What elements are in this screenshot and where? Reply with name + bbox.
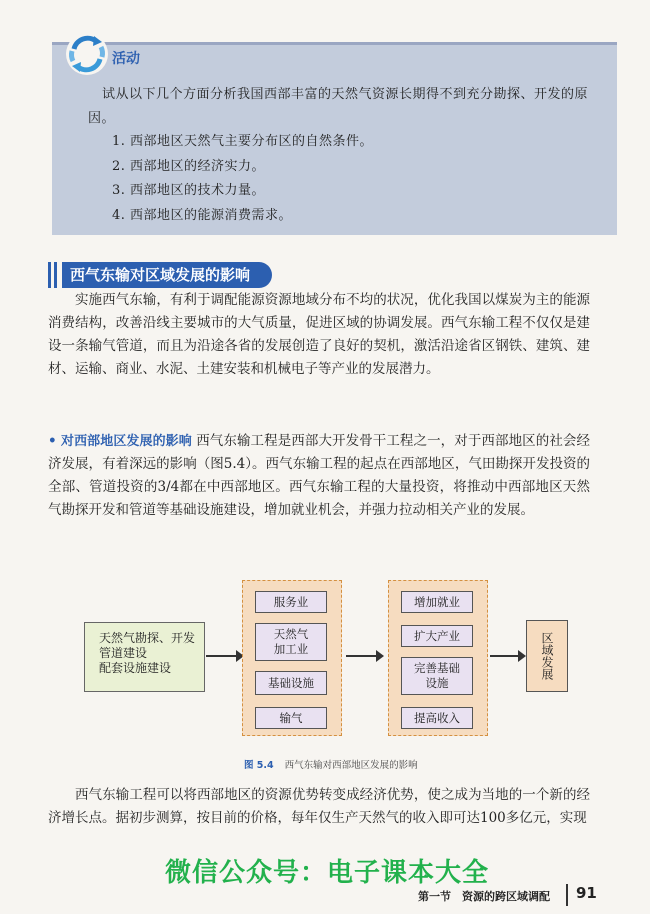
diagram-outcomes-group — [388, 580, 488, 736]
bullet-heading: 对西部地区发展的影响 — [61, 434, 192, 449]
activity-title: 活动 — [112, 51, 140, 67]
effect-box: 服务业 — [255, 591, 327, 613]
source-line: 配套设施建设 — [99, 661, 172, 675]
figure-number: 图 5.4 — [244, 760, 274, 771]
paragraph-west-impact — [48, 430, 590, 522]
diagram-result-box: 区域发展 — [526, 620, 568, 692]
outcome-box: 扩大产业 — [401, 625, 473, 647]
paragraph-intro: 实施西气东输，有利于调配能源资源地域分布不均的状况，优化我国以煤炭为主的能源消费结构，改善沿线主要城市的大气质量，促进区域的协调发展。西气东输工程不仅仅是建设一条输气管道，而且为沿途各省的发展创造了良好的契机，激活沿途省区钢铁、建筑、建材、运输、商业、水泥、土建安装和机械电子等产业的发展潜力。 — [48, 292, 590, 377]
source-line: 管道建设 — [99, 646, 148, 660]
diagram-source-box — [84, 622, 205, 692]
effect-box: 输气 — [255, 707, 327, 729]
activity-item: 4. 西部地区的能源消费需求。 — [112, 207, 293, 223]
activity-box — [52, 42, 617, 235]
effect-box: 基础设施 — [255, 671, 327, 695]
activity-list — [112, 130, 373, 228]
header-bar-decoration — [54, 262, 57, 288]
outcome-box: 完善基础设施 — [401, 657, 473, 695]
activity-item: 3. 西部地区的技术力量。 — [112, 183, 266, 198]
paragraph-economic: 西气东输工程可以将西部地区的资源优势转变成经济优势，使之成为当地的一个新的经济增长点。据初步测算，按目前的价格，每年仅生产天然气的收入即可达100多亿元，实现 — [48, 787, 590, 826]
section-header — [48, 262, 318, 288]
activity-item: 1. 西部地区天然气主要分布区的自然条件。 — [112, 134, 374, 149]
activity-item: 2. 西部地区的经济实力。 — [112, 158, 266, 174]
paragraph-body: 西气东输工程是西部大开发骨干工程之一，对于西部地区的社会经济发展，有着深远的影响（图5.4）。西气东输工程的起点在西部地区，气田勘探开发投资的全部、管道投资的3/4都在中西部地区。西气东输工程的大量投资，将推动中西部地区天然气勘探开发和管道等基础设施建设，增加就业机会，并强力拉动相关产业的发展。 — [48, 433, 590, 518]
outcome-box: 增加就业 — [401, 591, 473, 613]
section-title: 西气东输对区域发展的影响 — [62, 262, 272, 288]
footer-section-title: 第一节 资源的跨区域调配 — [418, 890, 550, 903]
arrow-right-icon — [346, 648, 386, 664]
effect-box: 天然气加工业 — [255, 623, 327, 661]
footer-divider — [566, 884, 568, 906]
header-bar-decoration — [48, 262, 51, 288]
activity-prompt: 试从以下几个方面分析我国西部丰富的天然气资源长期得不到充分勘探、开发的原因。 — [88, 87, 589, 126]
figure-5-4-diagram — [70, 580, 590, 740]
source-line: 天然气勘探、开发 — [99, 631, 196, 645]
arrow-right-icon — [490, 648, 530, 664]
activity-cycle-icon — [64, 31, 110, 77]
figure-caption-text: 西气东输对西部地区发展的影响 — [284, 760, 418, 771]
watermark: 微信公众号：电子课本大全 — [165, 858, 490, 888]
figure-caption — [244, 757, 418, 771]
diagram-effects-group — [242, 580, 342, 736]
bullet-icon: • — [48, 433, 57, 449]
outcome-box: 提高收入 — [401, 707, 473, 729]
page-number: 91 — [576, 884, 597, 902]
arrow-right-icon — [206, 648, 246, 664]
